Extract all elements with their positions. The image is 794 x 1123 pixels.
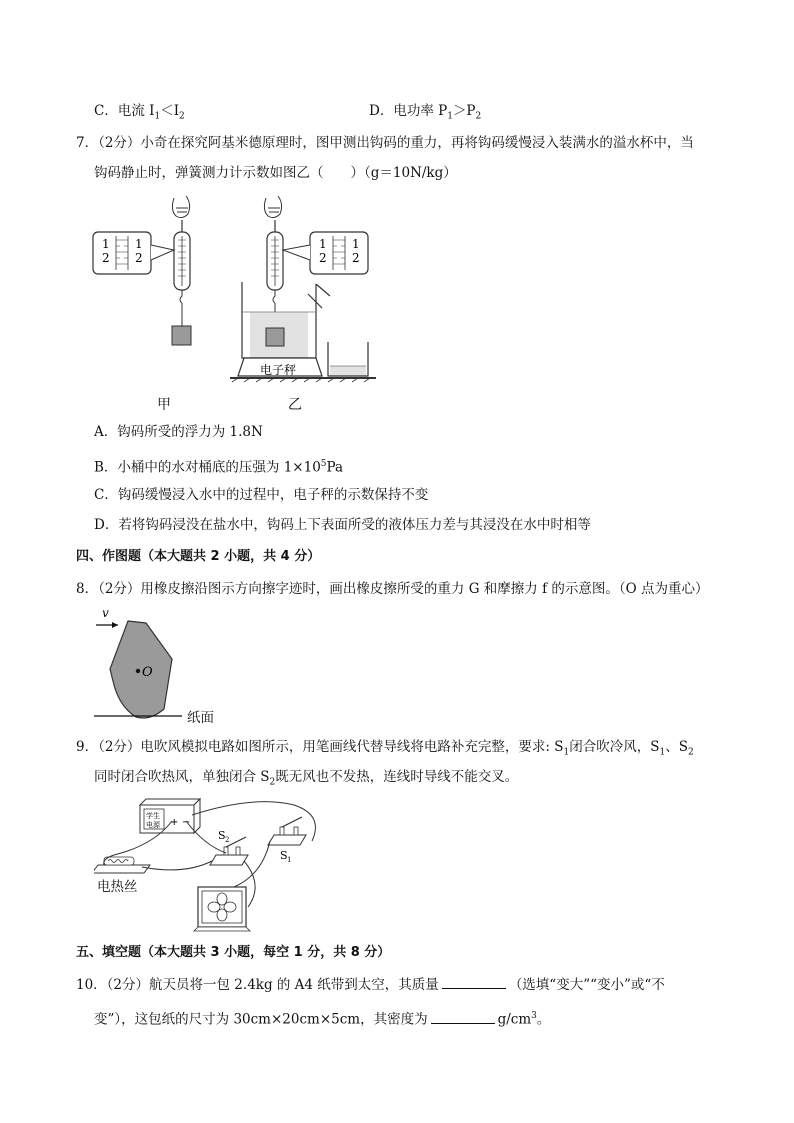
yi-tick-1-left: 1 (319, 237, 327, 251)
s1-sub: 1 (287, 856, 292, 864)
q8-paper-label: 纸面 (187, 710, 214, 726)
fan-motor (194, 887, 250, 931)
jia-tick-2-right: 2 (135, 251, 143, 265)
q7-option-d: D．若将钩码浸没在盐水中，钩码上下表面所受的液体压力差与其浸没在水中时相等 (94, 517, 591, 533)
yi-tick-2-left: 2 (319, 251, 327, 265)
yi-tick-1-right: 1 (352, 237, 360, 251)
overflow-cup (242, 282, 330, 358)
q8-stem: 8．（2分）用橡皮擦沿图示方向擦字迹时，画出橡皮擦所受的重力 G 和摩擦力 f 的示意图。（O 点为重心） (76, 581, 709, 597)
q10-stem-line1: 10．（2分）航天员将一包 2.4kg 的 A4 纸带到太空，其质量 （选填“变大”“变小”或“不 (76, 977, 665, 993)
spring-scale-jia (172, 220, 191, 345)
section5-title: 五、填空题（本大题共 3 小题，每空 1 分，共 8 分） (76, 945, 391, 960)
q7-stem-line2: 钩码静止时，弹簧测力计示数如图乙（ ）（g＝10N/kg） (94, 165, 457, 181)
power-label-1: 学生 (146, 812, 160, 820)
eraser (110, 621, 172, 718)
q7-option-a: A．钩码所受的浮力为 1.8N (94, 424, 263, 440)
q7-fig-label-jia: 甲 (157, 397, 171, 413)
answer-blank-1[interactable] (442, 976, 506, 989)
svg-text:+: + (170, 817, 179, 828)
small-bucket (328, 342, 368, 376)
q7-stem-line1: 7．（2分）小奇在探究阿基米德原理时，图甲测出钩码的重力，再将钩码缓慢浸入装满水的溢水杯中，当 (76, 135, 694, 151)
yi-tick-2-right: 2 (352, 251, 360, 265)
zoom-callout-jia (93, 232, 174, 274)
velocity-arrow (96, 606, 118, 628)
q9-stem-line2: 同时闭合吹热风，单独闭合 $S_2$既无风也不发热，连线时导线不能交叉。 (94, 769, 519, 788)
q9-heater-label: 电热丝 (97, 879, 138, 895)
q7-figure (90, 190, 390, 410)
jia-tick-2-left: 2 (102, 251, 110, 265)
zoom-callout-yi (283, 232, 368, 274)
scale-label: 电子秤 (260, 363, 297, 377)
q7-option-b: B．小桶中的水对桶底的压强为 $1\times 10^5Pa$ (94, 459, 344, 476)
jia-tick-1-right: 1 (135, 237, 143, 251)
heater-wire (94, 857, 150, 873)
center-label: O (142, 665, 153, 680)
s2-sub: 2 (225, 836, 230, 844)
answer-blank-2[interactable] (431, 1011, 495, 1024)
q8-figure (92, 603, 242, 721)
hand-icon (172, 196, 189, 218)
q7-option-c: C．钩码缓慢浸入水中的过程中，电子秤的示数保持不变 (94, 487, 429, 503)
q9-stem-line1: 9．（2分）电吹风模拟电路如图所示，用笔画线代替导线将电路补充完整，要求: $S_1$闭合吹冷风，$S_1$、$S_2$ (76, 739, 694, 758)
section4-title: 四、作图题（本大题共 2 小题，共 4 分） (76, 549, 321, 564)
hand-icon-yi (264, 196, 281, 218)
svg-text:−: − (182, 817, 191, 828)
velocity-label: v (102, 606, 109, 620)
switch-s2 (210, 829, 248, 865)
q10-stem-line2: 变”），这包纸的尺寸为 30cm×20cm×5cm，其密度为 $g/cm^3$。 (94, 1011, 551, 1028)
jia-tick-1-left: 1 (102, 237, 110, 251)
q9-circuit-figure (94, 795, 334, 935)
s1-label: S (280, 849, 288, 862)
q6-option-c: C．电流 $I_1<I_2$ (94, 103, 185, 122)
s2-label: S (218, 829, 226, 842)
power-label-2: 电源 (146, 821, 160, 829)
q6-option-d: D．电功率 $P_1>P_2$ (369, 103, 482, 122)
switch-s1 (268, 817, 306, 864)
center-of-gravity-point (136, 669, 140, 673)
q7-fig-label-yi: 乙 (288, 397, 302, 413)
